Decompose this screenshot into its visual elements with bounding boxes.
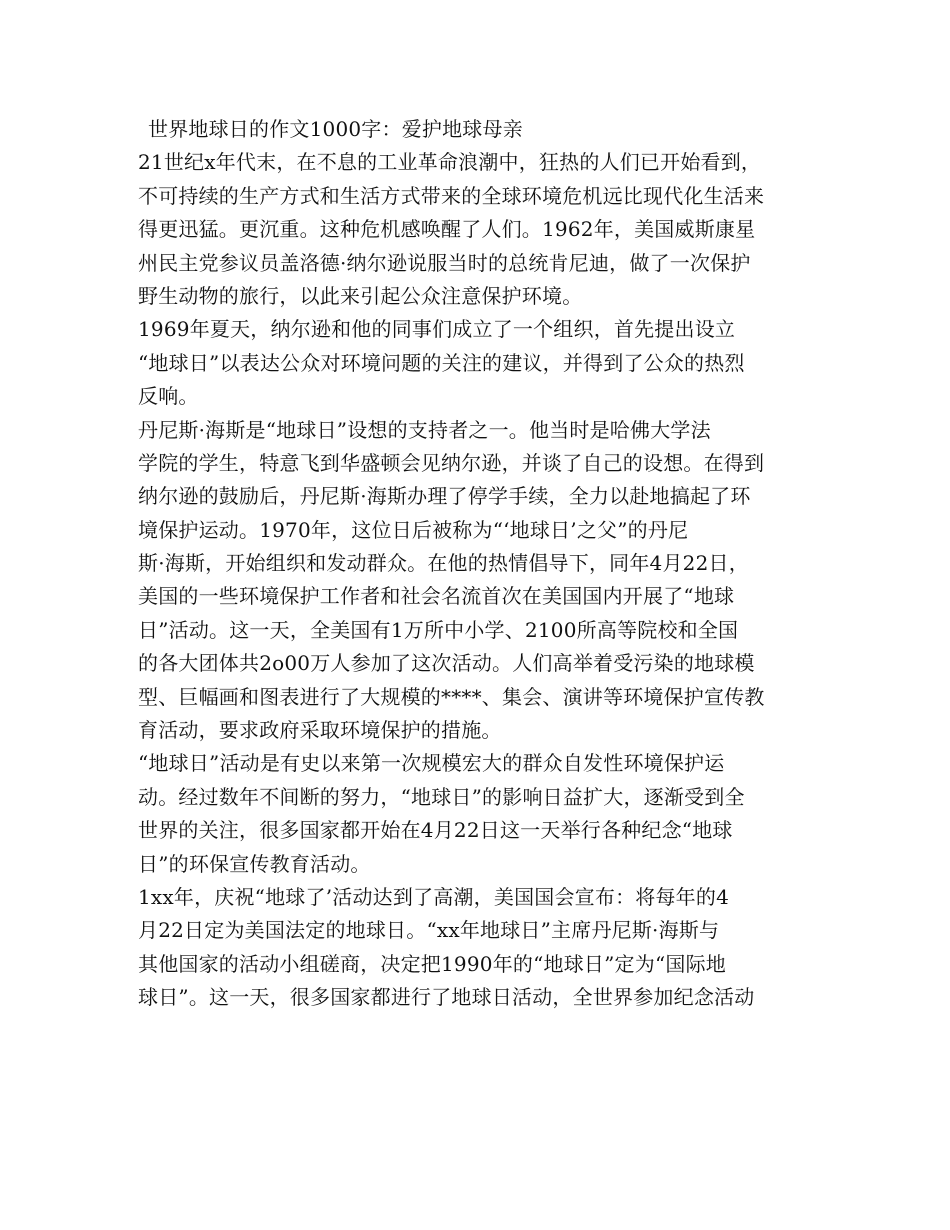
- document-body: [138, 113, 828, 1015]
- text-line: 不可持续的生产方式和生活方式带来的全球环境危机远比现代化生活来: [138, 183, 765, 208]
- text-line: 学院的学生，特意飞到华盛顿会见纳尔逊，并谈了自己的设想。在得到: [138, 450, 765, 475]
- text-line: 丹尼斯·海斯是“地球日”设想的支持者之一。他当时是哈佛大学法: [138, 417, 711, 442]
- text-line: 动。经过数年不间断的努力，“地球日”的影响日益扩大，逐渐受到全: [138, 784, 745, 809]
- text-line: 1xx年，庆祝“地球了’活动达到了高潮，美国国会宣布：将每年的4: [138, 884, 729, 909]
- document-title: 世界地球日的作文1000字：爱护地球母亲: [148, 117, 523, 141]
- text-line: 美国的一些环境保护工作者和社会名流首次在美国国内开展了“地球: [138, 584, 735, 609]
- text-line: 纳尔逊的鼓励后，丹尼斯·海斯办理了停学手续，全力以赴地搞起了环: [138, 484, 751, 509]
- text-line: 的各大团体共2o00万人参加了这次活动。人们高举着受污染的地球模: [138, 651, 755, 676]
- text-line: 月22日定为美国法定的地球日。“xx年地球日”主席丹尼斯·海斯与: [138, 918, 720, 943]
- text-line: 斯·海斯，开始组织和发动群众。在他的热情倡导下，同年4月22日，: [138, 551, 749, 576]
- text-line: “地球日”活动是有史以来第一次规模宏大的群众自发性环境保护运: [138, 751, 725, 776]
- text-line: 境保护运动。1970年，这位日后被称为“‘地球日’之父”的丹尼: [138, 517, 689, 542]
- text-line: 育活动，要求政府采取环境保护的措施。: [138, 718, 502, 743]
- text-line: 1969年夏天，纳尔逊和他的同事们成立了一个组织，首先提出设立: [138, 317, 736, 342]
- text-line: 球日”。这一天，很多国家都进行了地球日活动，全世界参加纪念活动: [138, 985, 755, 1010]
- text-line: 野生动物的旅行，以此来引起公众注意保护环境。: [138, 283, 583, 308]
- text-line: 日”活动。这一天，全美国有1万所中小学、2100所高等院校和全国: [138, 617, 739, 642]
- text-line: 反响。: [138, 384, 199, 409]
- text-line: 其他国家的活动小组磋商，决定把1990年的“地球日”定为“国际地: [138, 951, 726, 976]
- text-line: 世界的关注，很多国家都开始在4月22日这一天举行各种纪念“地球: [138, 818, 733, 843]
- text-line: 型、巨幅画和图表进行了大规模的****、集会、演讲等环境保护宣传教: [138, 684, 765, 709]
- text-line: 21世纪x年代末，在不息的工业革命浪潮中，狂热的人们已开始看到，: [138, 150, 762, 175]
- text-line: 州民主党参议员盖洛德·纳尔逊说服当时的总统肯尼迪，做了一次保护: [138, 250, 751, 275]
- text-line: 日”的环保宣传教育活动。: [138, 851, 371, 876]
- text-line: “地球日”以表达公众对环境问题的关注的建议，并得到了公众的热烈: [138, 350, 745, 375]
- text-line: 得更迅猛。更沉重。这种危机感唤醒了人们。1962年，美国威斯康星: [138, 217, 756, 242]
